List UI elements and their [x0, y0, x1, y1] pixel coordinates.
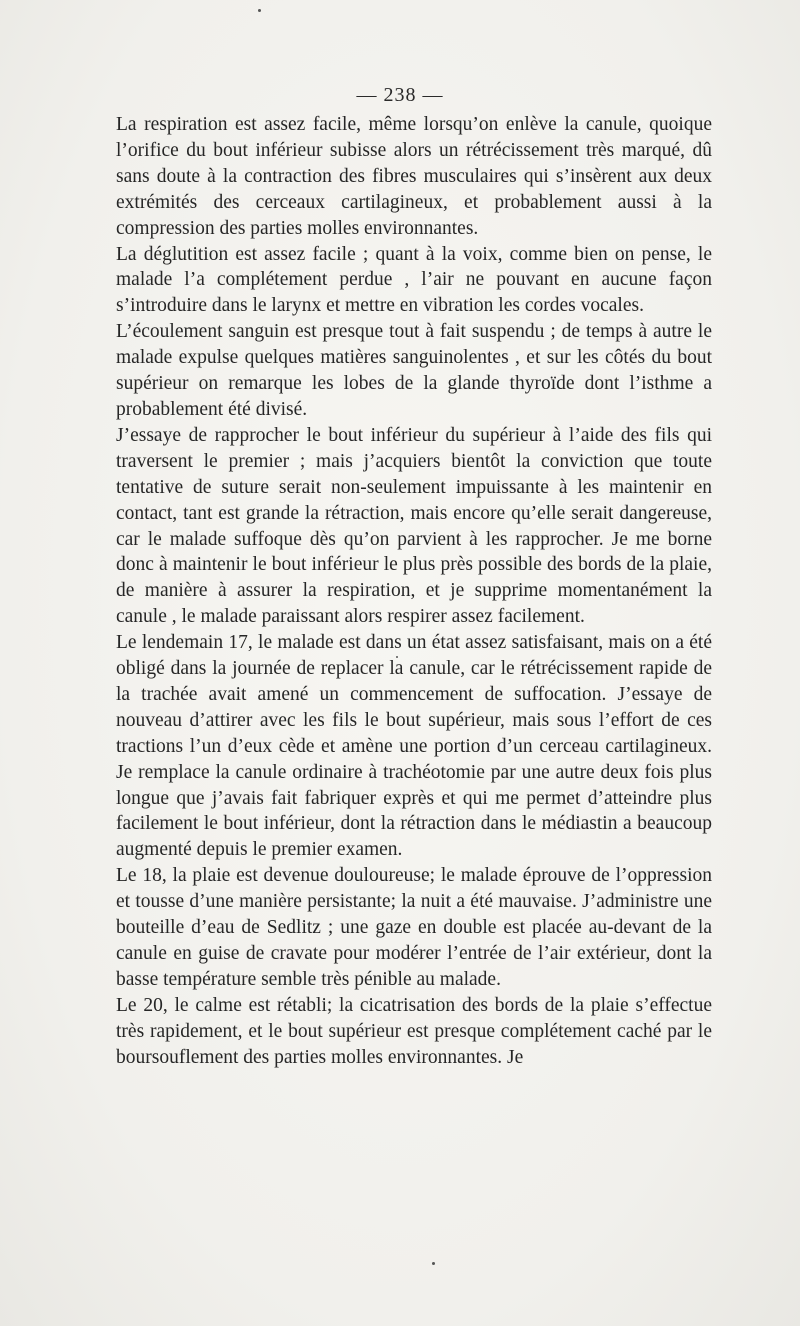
paragraph-5: Le lendemain 17, le malade est dans un état assez satisfaisant, mais on a été obligé dans la journée de replacer la canule, car le rétrécissement rapide de la trachée avait amené un commencement de suffocation. J’essaye de nouveau d’attirer avec les fils le bout supérieur, mais sous l’effort de ces tractions l’un d’eux cède et amène une portion d’un cerceau cartilagineux. Je remplace la canule ordinaire à trachéotomie par une autre deux fois plus longue que j’avais fait fabriquer exprès et qui me permet d’atteindre plus facilement le bout inférieur, dont la rétraction dans le médiastin a beaucoup augmenté depuis le premier examen.	[116, 632, 712, 861]
paragraph-7: Le 20, le calme est rétabli; la cicatrisation des bords de la plaie s’effectue très rapidement, et le bout supérieur est presque complétement caché par le boursouflement des parties molles environnantes. Je	[116, 994, 712, 1068]
speck-mark	[258, 9, 261, 12]
speck-mark	[432, 1262, 435, 1265]
paragraph-6: Le 18, la plaie est devenue douloureuse; le malade éprouve de l’oppression et tousse d’une manière persistante; la nuit a été mauvaise. J’administre une bouteille d’eau de Sedlitz ; une gaze en double est placée au-devant de la canule en guise de cravate pour modérer l’entrée de l’air extérieur, dont la basse température semble très pénible au malade.	[116, 865, 712, 990]
paragraph-4: J’essaye de rapprocher le bout inférieur du supérieur à l’aide des fils qui traversent le premier ; mais j’acquiers bientôt la conviction que toute tentative de suture serait non-seulement impuissante à les maintenir en contact, tant est grande la rétraction, mais encore qu’elle serait dangereuse, car le malade suffoque dès qu’on parvient à les rapprocher. Je me borne donc à maintenir le bout inférieur le plus près possible des bords de la plaie, de manière à assurer la respiration, et je supprime momentanément la canule , le malade paraissant alors respirer assez facilement.	[116, 424, 712, 628]
paragraph-1: La respiration est assez facile, même lorsqu’on enlève la canule, quoique l’orifice du bout inférieur subisse alors un rétrécissement très marqué, dû sans doute à la contraction des fibres musculaires qui s’insèrent aux deux extrémités des cerceaux cartilagineux, et probablement aussi à la compression des parties molles environnantes.	[116, 114, 712, 239]
paragraph-2: La déglutition est assez facile ; quant à la voix, comme bien on pense, le malade l’a complétement perdue , l’air ne pouvant en aucune façon s’introduire dans le larynx et mettre en vibration les cordes vocales.	[116, 243, 712, 317]
speck-mark	[396, 656, 398, 658]
paragraph-3: L’écoulement sanguin est presque tout à fait suspendu ; de temps à autre le malade expulse quelques matières sanguinolentes , et sur les côtés du bout supérieur on remarque les lobes de la glande thyroïde dont l’isthme a probablement été divisé.	[116, 321, 712, 420]
page-number: — 238 —	[356, 84, 444, 106]
body-text	[116, 112, 712, 1071]
